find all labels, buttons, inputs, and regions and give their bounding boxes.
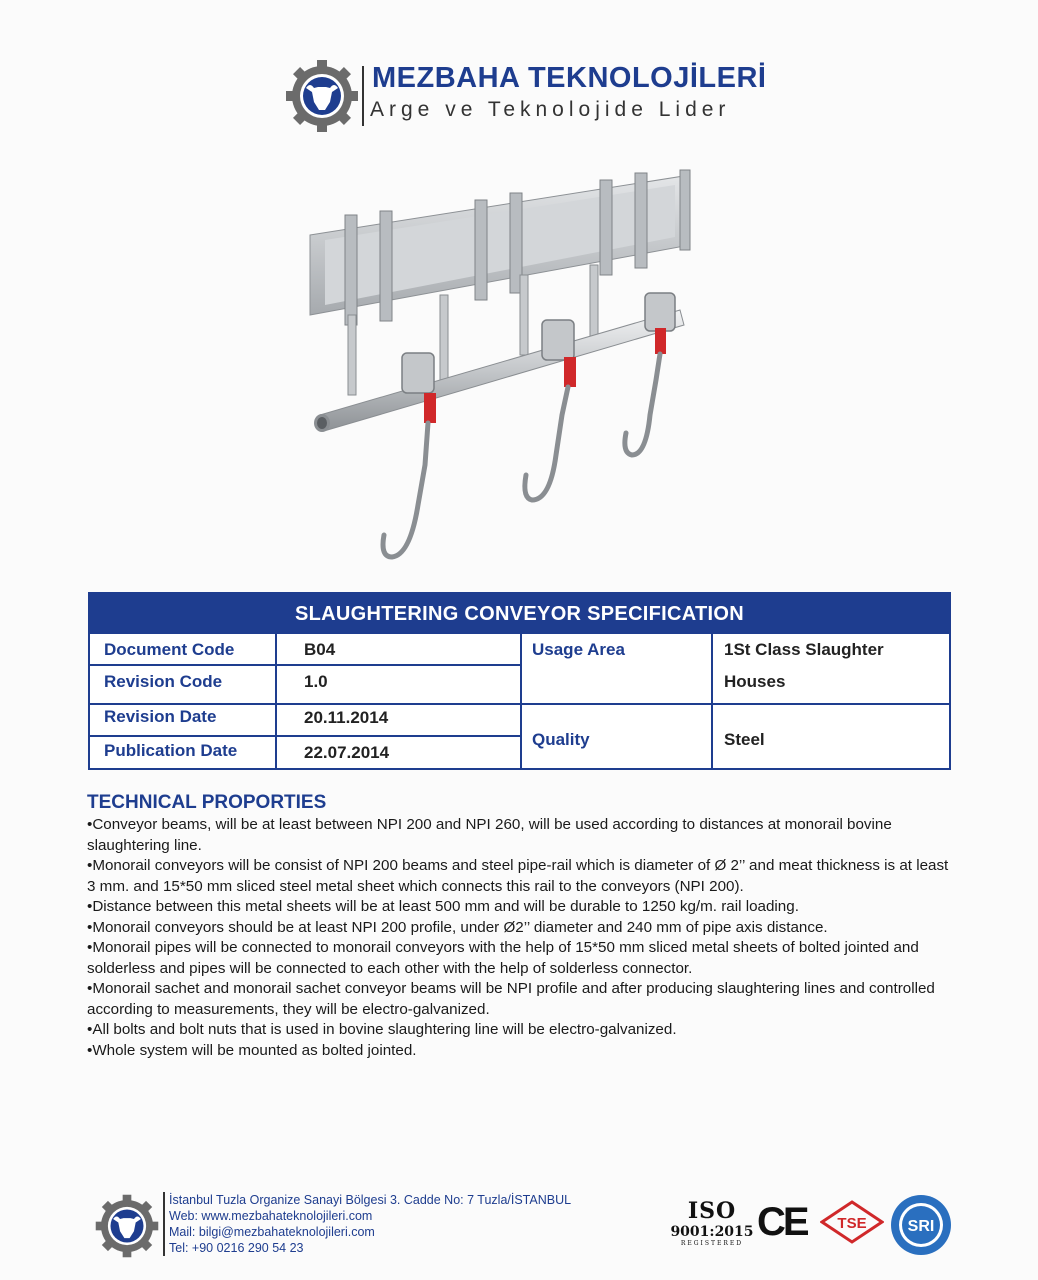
sri-text: SRI	[907, 1218, 935, 1235]
revision-code-value: 1.0	[304, 672, 328, 691]
tse-text: TSE	[837, 1215, 867, 1232]
technical-heading: TECHNICAL PROPORTIES	[87, 792, 327, 813]
publication-date-value: 22.07.2014	[304, 743, 390, 762]
grid-line	[275, 634, 277, 770]
brand-tagline: Arge ve Teknolojide Lider	[370, 98, 731, 121]
usage-area-value-line1: 1St Class Slaughter	[724, 640, 884, 659]
grid-line	[90, 664, 520, 666]
usage-area-value-line2: Houses	[724, 672, 786, 691]
grid-line	[90, 735, 520, 737]
footer-address: İstanbul Tuzla Organize Sanayi Bölgesi 3. Cadde No: 7 Tuzla/İSTANBUL	[169, 1193, 572, 1207]
conveyor-illustration	[300, 165, 720, 575]
ce-mark-logo: CE	[757, 1200, 807, 1244]
footer-divider	[163, 1192, 165, 1256]
spec-table-title: SLAUGHTERING CONVEYOR SPECIFICATION	[90, 594, 949, 634]
footer-tel: Tel: +90 0216 290 54 23	[169, 1241, 304, 1255]
technical-item: •All bolts and bolt nuts that is used in bovine slaughtering line will be electro-galvanized.	[87, 1021, 677, 1038]
iso-main-text: ISO	[687, 1198, 737, 1224]
footer-contact	[169, 1192, 571, 1256]
technical-item: •Whole system will be mounted as bolted jointed.	[87, 1041, 417, 1059]
brand-name: MEZBAHA TEKNOLOJİLERİ	[372, 62, 767, 94]
quality-value: Steel	[724, 730, 765, 749]
grid-line	[90, 703, 949, 705]
spec-table	[88, 592, 951, 770]
grid-line	[520, 634, 522, 770]
technical-item: •Monorail conveyors should be at least NPI 200 profile, under Ø2’’ diameter and 240 mm of pipe axis distance.	[87, 918, 828, 936]
tse-logo	[820, 1200, 884, 1244]
technical-item: •Conveyor beams, will be at least between NPI 200 and NPI 260, will be used according to distances at monorail bovine slaughtering line.	[87, 816, 892, 854]
footer-logo	[94, 1193, 160, 1259]
grid-line	[711, 634, 713, 770]
sri-certification-logo	[889, 1193, 953, 1257]
brand-divider	[362, 66, 364, 126]
iso-number: 9001:2015	[670, 1224, 754, 1240]
iso-registered: REGISTERED	[680, 1240, 744, 1247]
technical-item: •Monorail conveyors will be consist of NPI 200 beams and steel pipe-rail which is diameter of Ø 2’’ and meat thickness is at least 3 mm. and 15*50 mm sliced steel metal sheet which connects this rail to the conveyors (NPI 200).	[87, 857, 949, 895]
footer-mail-link[interactable]: Mail: bilgi@mezbahateknolojileri.com	[169, 1225, 375, 1239]
footer-web-link[interactable]: Web: www.mezbahateknolojileri.com	[169, 1209, 373, 1223]
technical-list	[87, 815, 957, 1061]
usage-area-label: Usage Area	[532, 640, 625, 659]
document-code-label: Document Code	[104, 640, 235, 659]
iso-certification-logo	[668, 1198, 756, 1248]
revision-date-label: Revision Date	[104, 707, 217, 726]
revision-code-label: Revision Code	[104, 672, 223, 691]
publication-date-label: Publication Date	[104, 741, 238, 760]
document-code-value: B04	[304, 640, 336, 659]
technical-item: •Monorail sachet and monorail sachet conveyor beams will be NPI profile and after producing slaughtering lines and controlled according to measurements, they will be electro-galvanized.	[87, 980, 935, 1018]
technical-item: •Distance between this metal sheets will be at least 500 mm and will be durable to 1250 kg/m. rail loading.	[87, 898, 799, 915]
technical-item: •Monorail pipes will be connected to monorail conveyors with the help of 15*50 mm sliced metal sheets of bolted jointed and solderless and pipes will be connected to each other with the help of solderless connector.	[87, 939, 919, 977]
quality-label: Quality	[532, 730, 590, 749]
revision-date-value: 20.11.2014	[304, 708, 389, 727]
company-logo	[284, 58, 360, 134]
